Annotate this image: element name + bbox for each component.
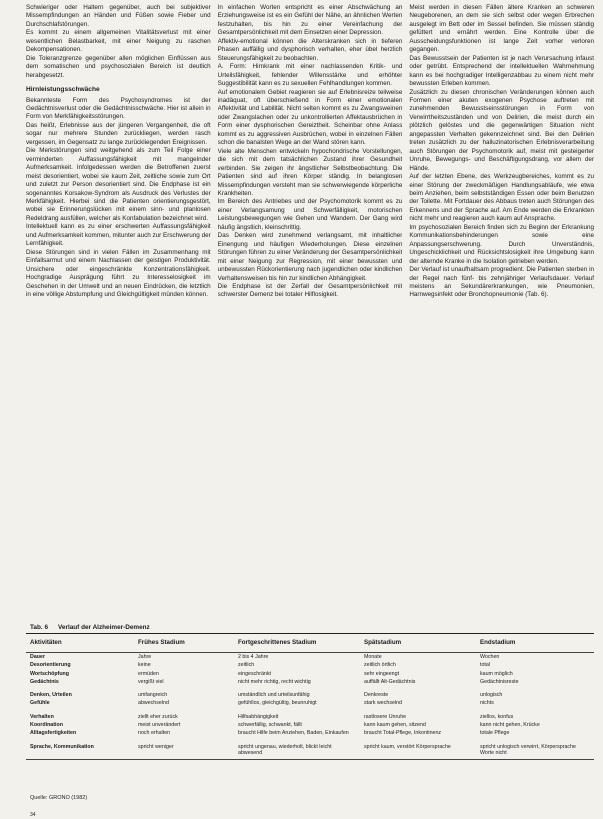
paragraph: Intellektuell kann es zu einer erschwerten Auffassungsfähigkeit und Aufmerksamkeit kommen, mitunter auch zur Erschwerung der Lernfähigkeit. [26,223,211,248]
table-row [26,699,594,707]
table-cell: Gedächtnisreste [480,678,519,685]
table-cell: umständlich und urteilsunfähig [238,692,310,699]
table-row [26,678,594,686]
table-cell: spricht unlogisch verwirrt, Körpersprache Worte nicht [476,738,594,760]
row-label-cell: Gefühle [30,700,50,707]
text-column-1 [26,4,211,620]
table-row [26,661,594,669]
table-cell: 2 bis 4 Jahre [238,654,269,660]
text-columns [26,4,594,620]
table-cell: abwechselnd [138,700,169,707]
table-cell: total [480,662,491,669]
table-cell: gefühllos, gleichgültig, beunruhigt [238,700,317,707]
paragraph: Viele alte Menschen entwickeln hypochondrische Vorstellungen, die sich mit dem tatsächlichen Zustand ihrer Gesundheit verbinden. Sie zeigen ihr ängstlicher Selbstbeobachtung. Die Patienten sind auf ihren Körper ständig. In belanglosen Missempfindungen versteht man sie schwerwiegende körperliche Krankheiten. [217,147,403,197]
table-cell: zeitlich [238,662,255,669]
table-cell: Monate [364,654,382,660]
table-cell: nichts [480,700,494,707]
table-cell: ermüden [138,670,159,677]
paragraph: Auf der letzten Ebene, des Werkzeugbereiches, kommt es zu einer Störung der zweckmäßigen Handlungsabläufe, wie etwa beim Anziehen, beim selbstständigen Essen oder beim Benutzen der Toilette. Mit Fortdauer des Abbaus treten auch Störungen des Erkennens und der Sprache auf. Am Ende werden die Erkrankten nicht mehr und reagieren auch kaum auf Ansprache. [409,173,595,223]
table-cell: umfangreich [138,692,168,699]
table-cell: meist unverändert [138,722,181,729]
row-label-cell: Gedächtnis [30,678,59,685]
text-column-3 [409,4,594,620]
paragraph: Die Endphase ist der Zerfall der Gesamtpersönlichkeit mit schwerster Demenz bei totaler Hilflosigkeit. [217,282,403,299]
row-label-cell: Dauer [30,654,46,660]
paragraph: Das heißt, Erlebnisse aus der jüngeren Vergangenheit, die oft sogar nur mehrere Stunden zurückliegen, werden rasch vergessen, im Gegensatz zu lange zurückliegenden Ereignissen. [26,121,211,146]
table-cell: kaum möglich [480,670,513,677]
paragraph: Das Denken wird zunehmend verlangsamt, mit inhaltlicher Einengung und häufigen Wiederholungen. Diese einzelnen Störungen führen zu einer Veränderung der Gesamtpersönlichkeit mit einer Neigung zur Regression, mit einer bewussten und unbewussten Rückorientierung nach jugendlichen oder kindlichen Verhaltensweisen bis hin zur kindlichen Abhängigkeit. [217,232,403,282]
paragraph: Meist werden in diesen Fällen ältere Kranken an schweren Neugeborenen, an dem sie sich selbst oder wegen Erbrechen ausgelegt im Bett oder im Sessel befinden. Sie müssen ständig gefüttert und ernährt werden. Eine Kontrolle über die Ausscheidungsfunktionen ist lange Zeit vorher verloren gegangen. [409,4,595,54]
table-row [26,738,594,760]
row-label-cell: Alltagsfertigkeiten [30,730,77,737]
paragraph: Schwieriger oder Haltern gegenüber, auch bei subjektiver Missempfindungen an Händen und Füßen sowie Fieber und Durchschlafstörungen. [26,4,211,28]
table-cell: zeitlich örtlich [364,662,396,669]
table-cell: auffällt Alt-Gedächtnis [364,678,416,685]
table-source: Quelle: GRONO (1982) [30,795,88,801]
table-row [26,721,594,729]
table-cell: ziellos, konfus [480,713,514,720]
table-cell: braucht Total-Pflege, Inkontinenz [364,730,442,737]
paragraph: Im psychosozialen Bereich finden sich zu Beginn der Erkrankung Kommunikationsbehinderungen sowie eine Anpassungserschwerung. Durch Unverständnis, Ungeschicklichkeit und Rücksichtslosigkeit ihre Umgebung kann der alternde Kranke in die Isolation getrieben werden. [409,223,595,265]
row-label-cell: Koordination [30,722,63,729]
paragraph: Die Merkstörungen sind weitgehend als zum Teil Folge einer verminderten Auffassungsfähigkeit mit mangelnder Aufmerksamkeit. Infolgedessen werden die Betroffenen zuerst meist desorientiert, wobei sie kaum Zeit, zeitliche sowie zum Ort und zuletzt zur Person desorientiert sind. Die Endphase ist ein sogenanntes Korsakow-Syndrom als Ausdruck des Verlustes der Merkfähigkeit. Hierbei sind die Patienten orientierungsgestört, wobei sie Erinnerungslücken mit einem sinn- und planlosen Redeldrang ausfüllen, welcher als Konfabulation bezeichnet wird. [26,147,211,222]
table-cell: ziellt eher zurück [138,713,178,720]
table-cell: braucht Hilfe beim Anziehen, Baden, Einkaufen [238,730,349,737]
table-cell: Jahre [138,654,152,660]
table-row [26,653,594,662]
table-cell: spricht weniger [134,738,234,760]
paragraph: In einfachen Worten entspricht es einer Abschwächung an Erziehungsweise ist es ein Gefühl der Nähe, an ähnlichen Werten festzuhalten, bis hin zu einer Vereinfachung der Gesamtpersönlichkeit mit dem Einsetzen einer Depression. [217,4,403,37]
table-header-row [26,634,594,653]
row-label-cell: Sprache, Kommunikation [26,738,134,760]
table-row [26,670,594,678]
paragraph: Es kommt zu einem allgemeinen Vitalitätsverlust mit einer wesentlichen Belastbarkeit, mit einer Neigung zu raschen Dekompensationen. [26,29,211,54]
table-cell: stark wechselnd [364,700,402,707]
row-label-cell: Desorientierung [30,662,71,669]
table-row [26,708,594,721]
table-number: Tab. 6 [30,624,48,631]
page-number: 34 [30,812,36,818]
table-cell: rastlosere Unruhe [364,713,407,720]
paragraph: Auf emotionalem Gebiet reagieren sie auf Erlebnisreize teilweise inadäquat, oft überschießend in Form einer emotionalen Affektivität und Labilität. Nicht selten kommt es zu Zwangsweinen oder Zwangslachen oder zu unkontrollierten Affektausbrüchen in Form einer dysphorischen Gereiztheit. Scheinbar ohne Anlass kommt es zu aggressiven Ausbrüchen, wobei in einzelnen Fällen schon die banalsten Wege an der Wand stören kann. [217,88,403,147]
table-cell: vergißt viel [138,678,164,685]
table-cell: eingeschränkt [238,670,271,677]
table-header-cell: Endstadium [476,634,594,653]
paragraph: Die Toleranzgrenze gegenüber allen möglichen Einflüssen aus dem somatischen und psychosozialen Bereich ist deutlich herabgesetzt. [26,54,211,79]
row-label-cell: Wortschöpfung [30,670,70,677]
table-cell: kann kaum gehen, sitzend [364,722,426,729]
table-cell: spricht ungenau, wiederholt, blickt leicht abwesend [234,738,360,760]
table-cell: spricht kaum, verstört Körpersprache [360,738,476,760]
table-cell: unlogisch [480,692,503,699]
row-label-cell: Denken, Urteilen [30,692,72,699]
section-heading: Hirnleistungsschwäche [26,86,100,94]
row-label-cell: Verhalten [30,713,54,720]
table-cell: Denkreste [364,692,389,699]
table-caption-text: Verlauf der Alzheimer-Demenz [58,624,150,631]
table-cell: Hilfsabhängigkeit [238,713,279,720]
paragraph: Bekannteste Form des Psychosyndromes ist der Gedächtnisverlust oder die Gedächtnisschwäche. Hier ist allein in Form von Merkfähigkeitsstörungen. [26,96,211,121]
paragraph: Zusätzlich zu diesen chronischen Veränderungen können auch Formen einer akuten exogenen Psychose auftreten mit zunehmenden Bewusstseinsstörungen in Form von Verwirrtheitszuständen und von Delirien, die meist durch ein plötzlich gelöstes und die gegenwärtigen Situation nicht angepassten Verhalten gekennzeichnet sind. Bei den Delirien treten zusätzlich zu der halluzinatorischen Erlebnisverarbeitung auch Störungen der Psychomotorik auf, meist mit gesteigerter Unruhe, Bewegungs- und Beschäftigungsdrang, vor allem der Hände. [409,88,595,172]
table-row [26,686,594,699]
table-row [26,729,594,737]
paragraph: Das Bewusstsein der Patienten ist je nach Verursachung infaust oder getrübt. Entsprechend der intellektuellen Wahrnehmung kann es bei hochgradiger Intelligenzabbau zu einem nicht mehr bewussten Erleben kommen. [409,54,595,88]
table-header-cell: Frühes Stadium [134,634,234,653]
table-cell: keine [138,662,151,669]
table-cell: schwerfällig, schwankt, fällt [238,722,302,729]
table-cell: sehr eingeengt [364,670,400,677]
table-cell: totale Pflege [480,730,510,737]
text-column-2 [218,4,403,620]
table-caption [30,624,160,631]
paragraph: A. Form: Hirnkrank mit einer nachlassenden Kritik- und Urteilsfähigkeit, fehlender Willensstärke und erhöhter Suggestibilität kann es zu sexuellen Fehlhandlungen kommen. [217,63,403,88]
stages-table [26,633,594,760]
table-cell: noch erhalten [138,730,171,737]
table-cell: nicht mehr richtig, recht wichtig [238,678,311,685]
paragraph: Affektiv-emotional können die Alterskranken sich in tieferen Phasen auffällig und dysphorisch verhalten, eher übel herzlich Steuerungsfähigkeit zu beobachten. [217,37,403,62]
table-cell: Wochen [480,654,500,660]
paragraph: Im Bereich des Antriebes und der Psychomotorik kommt es zu einer Verlangsamung und Schwerfälligkeit, motorischen Leistungsbewegungen wie Gehen und Wandern. Der Gang wird häufig ängstlich, kleinschrittig. [217,198,403,231]
paragraph: Der Verlauf ist unaufhaltsam progredient. Die Patienten sterben in der Regel nach fünf- bis zehnjähriger Verlaufsdauer. Verlauf meistens an Sekundärerkrankungen, wie Pneumonien, Harnwegsinfekt oder Bronchopneumonie (Tab. 6). [409,266,595,299]
table-header-cell: Aktivitäten [26,634,134,653]
paragraph: Diese Störungen sind in vielen Fällen im Zusammenhang mit Einfallsarmut und einem Nachlassen der geistigen Produktivität. Unsichere oder eingeschränkte Konzentrationsfähigkeit. Hochgradige Ausprägung führt zu Interesselosigkeit im Geschehen in der Umwelt und an neuen Eindrücken, die letztlich in eine völlige Abstumpfung und Gleichgültigkeit münden können. [26,248,211,298]
table-header-cell: Spätstadium [360,634,476,653]
table-header-cell: Fortgeschrittenes Stadium [234,634,360,653]
table-cell: kann nicht gehen, Krücke [480,722,540,729]
